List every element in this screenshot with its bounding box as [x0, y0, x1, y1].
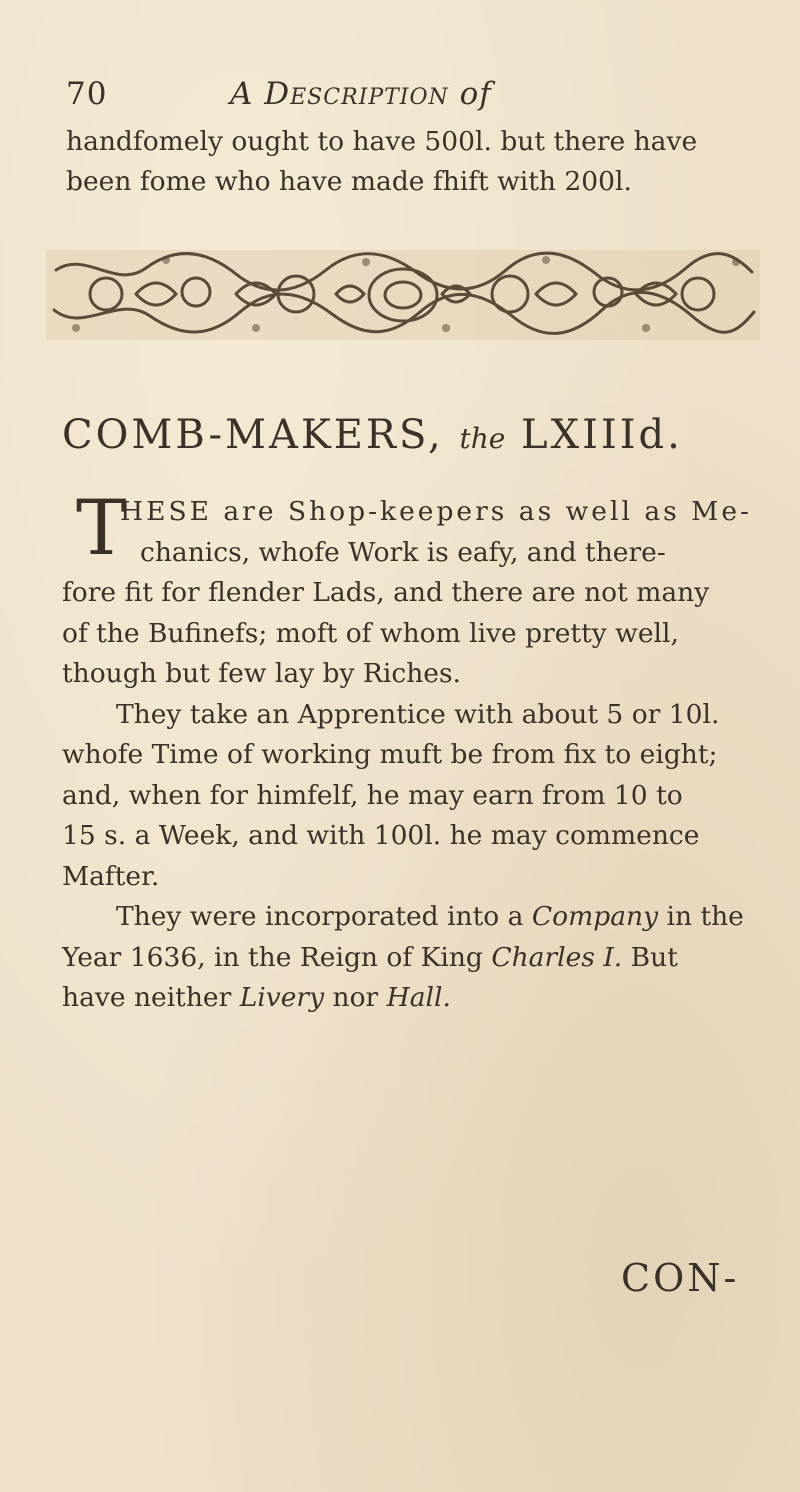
running-title-prefix: A [230, 76, 254, 112]
text-line: of the Bufinefs; moft of whom live pretty well, [62, 617, 679, 649]
text-line [62, 938, 762, 979]
text-fragment: in the [666, 901, 744, 932]
text-line: fore fit for flender Lads, and there are not many [62, 577, 710, 608]
italic-term: Hall. [386, 982, 451, 1013]
italic-term: Charles I. [491, 941, 623, 973]
text-line: and, when for himfelf, he may earn from 10 to [62, 779, 683, 811]
text-fragment: nor [332, 982, 379, 1013]
heading-number: LXIIId. [521, 412, 683, 458]
text-fragment: But [630, 941, 678, 973]
text-line: HESE are Shop-keepers as well as Me- [120, 496, 752, 527]
page-header [66, 76, 706, 116]
text-fragment: They were incorporated into a [116, 901, 524, 932]
text-line: whofe Time of working muft be from fix to eight; [62, 739, 718, 770]
decorative-headpiece-icon [46, 250, 760, 340]
text-line [62, 978, 762, 1019]
text-line: 15 s. a Week, and with 100l. he may commence [62, 820, 700, 851]
text-line: been fome who have made fhift with 200l. [66, 166, 632, 197]
text-line: They take an Apprentice with about 5 or 10l. [116, 698, 720, 730]
text-fragment: Year 1636, in the Reign of King [62, 941, 483, 973]
text-line: handfomely ought to have 500l. but there have [66, 126, 698, 157]
running-title-suffix: of [459, 76, 492, 112]
text-fragment: have neither [62, 982, 232, 1013]
heading-article: the [459, 422, 506, 455]
drop-capital: T [76, 483, 127, 572]
body-text [62, 483, 762, 1019]
section-heading [62, 412, 762, 458]
continued-text [66, 122, 746, 202]
heading-title: COMB-MAKERS, [62, 412, 444, 458]
text-line: Mafter. [62, 860, 160, 892]
text-line: though but few lay by Riches. [62, 658, 461, 689]
page-number: 70 [66, 76, 108, 112]
text-line [62, 897, 762, 938]
italic-term: Company [531, 901, 659, 932]
italic-term: Livery [239, 982, 325, 1013]
running-title-main: Description [264, 76, 449, 112]
running-title [230, 76, 492, 112]
text-line: chanics, whofe Work is eafy, and there- [140, 536, 666, 568]
catchword: CON- [621, 1256, 740, 1300]
